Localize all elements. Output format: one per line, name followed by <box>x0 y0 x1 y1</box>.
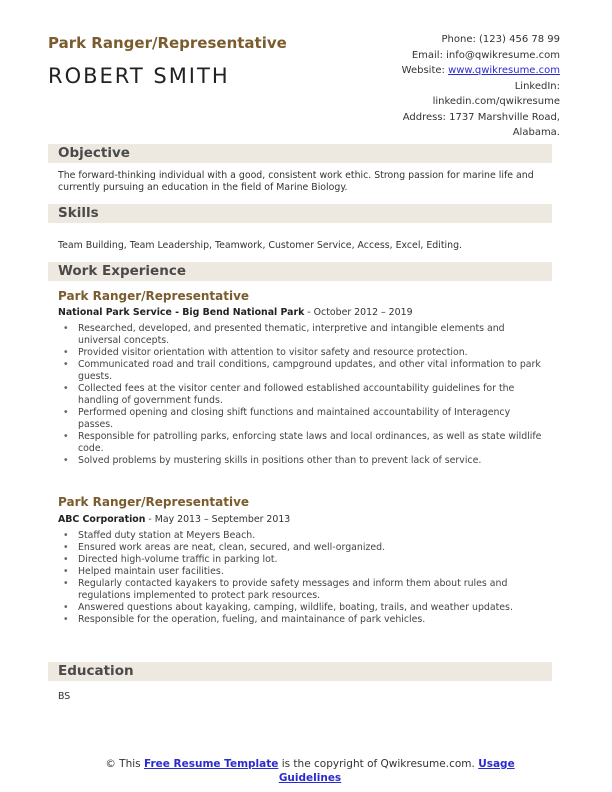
job-1-employer-line <box>58 307 413 319</box>
candidate-name: ROBERT SMITH <box>48 64 230 88</box>
job-2-dates: - May 2013 – September 2013 <box>145 514 291 525</box>
work-experience-section-header <box>48 262 552 281</box>
job-2-bullets <box>58 530 548 626</box>
job-2-employer: ABC Corporation <box>58 514 146 525</box>
list-item: • Performed opening and closing shift functions and maintained accountability of Interagency passes. <box>58 407 548 431</box>
list-item: • Researched, developed, and presented thematic, interpretive and intangible elements and universal concepts. <box>58 323 548 347</box>
list-item: • Collected fees at the visitor center and followed established accountability guidelines for the handling of government funds. <box>58 383 548 407</box>
job-2-title: Park Ranger/Representative <box>58 495 250 509</box>
contact-phone: Phone: (123) 456 78 99 <box>441 34 560 45</box>
contact-linkedin-value: linkedin.com/qwikresume <box>432 96 560 107</box>
contact-linkedin-label: LinkedIn: <box>514 80 560 92</box>
website-link[interactable]: www.qwikresume.com <box>448 65 560 76</box>
list-item: • Responsible for the operation, fueling, and maintainance of park vehicles. <box>58 614 548 626</box>
list-item: • Responsible for patrolling parks, enforcing state laws and local ordinances, as well as state wildlife code. <box>58 431 548 455</box>
objective-section-header <box>48 144 552 163</box>
skills-text: Team Building, Team Leadership, Teamwork, Customer Service, Access, Excel, Editing. <box>58 240 463 251</box>
work-experience-heading: Work Experience <box>58 263 186 279</box>
job-1-employer: National Park Service - Big Bend National Park <box>58 307 305 318</box>
usage-guidelines-link[interactable]: Usage Guidelines <box>278 758 515 784</box>
skills-heading: Skills <box>58 205 99 221</box>
list-item: • Answered questions about kayaking, camping, wildlife, boating, trails, and weather updates. <box>58 602 548 614</box>
contact-website <box>330 63 560 79</box>
job-title: Park Ranger/Representative <box>48 34 287 52</box>
free-resume-template-link[interactable]: Free Resume Template <box>143 758 279 770</box>
copyright-footer <box>80 757 540 785</box>
education-heading: Education <box>58 663 134 679</box>
education-text: BS <box>58 691 71 702</box>
list-item: • Provided visitor orientation with attention to visitor safety and resource protection. <box>58 347 548 359</box>
list-item: • Regularly contacted kayakers to provide safety messages and inform them about rules and regulations implemented to protect park resources. <box>58 578 548 602</box>
contact-email: Email: info@qwikresume.com <box>411 49 560 61</box>
list-item: • Helped maintain user facilities. <box>58 566 548 578</box>
skills-section-header <box>48 204 552 223</box>
job-1-dates: - October 2012 – 2019 <box>304 307 413 318</box>
footer-middle: is the copyright of Qwikresume.com. <box>278 758 479 770</box>
list-item: • Communicated road and trail conditions, campground updates, and other vital information to park guests. <box>58 359 548 383</box>
resume-header <box>48 34 560 138</box>
job-2-employer-line <box>58 514 290 526</box>
job-1-bullets <box>58 323 548 467</box>
list-item: • Directed high-volume traffic in parking lot. <box>58 554 548 566</box>
objective-heading: Objective <box>58 145 130 161</box>
list-item: • Ensured work areas are neat, clean, secured, and well-organized. <box>58 542 548 554</box>
website-label: Website: <box>401 65 449 76</box>
objective-text: The forward-thinking individual with a good, consistent work ethic. Strong passion for marine life and currently pursuing an education in the field of Marine Biology. <box>58 170 534 193</box>
contact-address-line2: Alabama. <box>512 127 560 138</box>
education-section-header <box>48 662 552 681</box>
contact-address-line1: Address: 1737 Marshville Road, <box>402 111 560 123</box>
footer-prefix: © This <box>105 758 144 770</box>
job-1-title: Park Ranger/Representative <box>58 289 250 303</box>
contact-block <box>330 32 560 141</box>
list-item: • Staffed duty station at Meyers Beach. <box>58 530 548 542</box>
list-item: • Solved problems by mustering skills in positions other than to prevent lack of service. <box>58 455 548 467</box>
